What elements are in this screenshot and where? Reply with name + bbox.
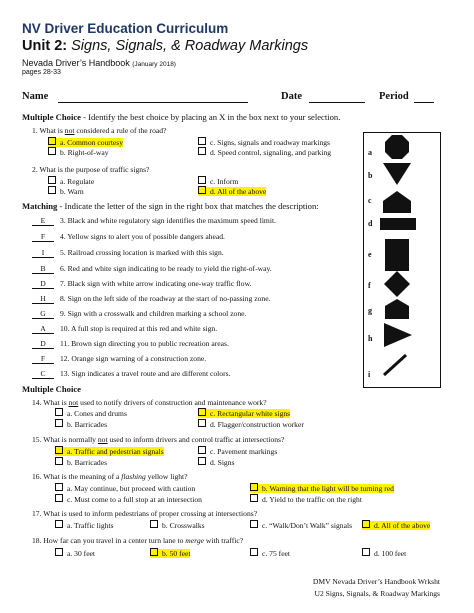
q18-option-c[interactable]: [250, 548, 290, 558]
q18-b-label: b. 50 feet: [162, 549, 191, 558]
q14-option-b[interactable]: [55, 419, 107, 429]
matching-heading: Matching: [22, 201, 58, 211]
question-16: [32, 472, 188, 481]
q2-option-c[interactable]: [198, 176, 238, 186]
q16-b-label: c. Must come to a full stop at an intersection: [67, 495, 202, 504]
date-label: Date: [281, 91, 302, 102]
checkbox[interactable]: [250, 494, 258, 502]
checkbox[interactable]: [198, 186, 206, 194]
q15-post: used to inform drivers and control traffic at intersections?: [107, 435, 285, 444]
q15-option-d[interactable]: [198, 457, 234, 467]
matching-answer[interactable]: F: [32, 232, 54, 242]
sign-label-h: h: [368, 334, 373, 343]
q14-b-label: b. Barricades: [67, 420, 108, 429]
q15-d-label: d. Signs: [210, 458, 235, 467]
matching-item: [32, 264, 272, 274]
q18-post: with traffic?: [204, 536, 244, 545]
matching-item: [32, 354, 206, 364]
checkbox[interactable]: [198, 408, 206, 416]
matching-text: 6. Red and white sign indicating to be ready to yield the right-of-way.: [60, 264, 272, 273]
q15-not: not: [97, 435, 108, 444]
matching-text: 3. Black and white regulatory sign identifies the maximum speed limit.: [60, 216, 276, 225]
q18-em: merge: [185, 536, 204, 545]
vertical-rectangle-sign-icon: [385, 239, 409, 271]
question-17: 17. What is used to inform pedestrians of proper crossing at intersections?: [32, 509, 258, 518]
checkbox[interactable]: [55, 483, 63, 491]
question-14: [32, 398, 267, 407]
name-label: Name: [22, 91, 49, 102]
matching-item: [32, 324, 217, 334]
q16-post: yellow light?: [145, 472, 188, 481]
sign-label-d: d: [368, 219, 373, 228]
checkbox[interactable]: [55, 520, 63, 528]
mc2-heading-text: Multiple Choice: [22, 384, 81, 394]
checkbox[interactable]: [198, 176, 206, 184]
question-2: 2. What is the purpose of traffic signs?: [32, 165, 150, 174]
q14-a-label: a. Cones and drums: [67, 409, 127, 418]
unit-name: Signs, Signals, & Roadway Markings: [71, 38, 309, 54]
q14-option-a[interactable]: [55, 408, 127, 418]
name-field[interactable]: [58, 102, 248, 103]
q1-d-label: d. Speed control, signaling, and parking: [210, 148, 332, 157]
horizontal-rectangle-sign-icon: [380, 218, 416, 230]
footer-line-2: U2 Signs, Signals, & Roadway Markings: [314, 589, 440, 598]
matching-text: 9. Sign with a crosswalk and children marking a school zone.: [60, 309, 247, 318]
q16-em: flashing: [121, 472, 146, 481]
checkbox[interactable]: [362, 520, 370, 528]
q1-option-a[interactable]: [48, 137, 123, 147]
checkbox[interactable]: [198, 137, 206, 145]
mc1-heading: Multiple Choice: [22, 112, 81, 122]
q2-b-label: b. Warn: [60, 187, 84, 196]
matching-item: [32, 216, 276, 226]
q17-d-label: d. All of the above: [374, 521, 431, 530]
matching-instructions: [22, 201, 319, 211]
q18-option-d[interactable]: [362, 548, 406, 558]
matching-item: [32, 248, 224, 258]
checkbox[interactable]: [55, 494, 63, 502]
q18-d-label: d. 100 feet: [374, 549, 407, 558]
q17-option-a[interactable]: [55, 520, 113, 530]
matching-answer[interactable]: G: [32, 309, 54, 319]
q15-c-label: c. Pavement markings: [210, 447, 278, 456]
mc2-heading: [22, 384, 81, 394]
q1-c-label: c. Signs, signals and roadway markings: [210, 138, 331, 147]
checkbox[interactable]: [250, 548, 258, 556]
checkbox[interactable]: [198, 457, 206, 465]
handbook-name: Nevada Driver’s Handbook: [22, 58, 130, 68]
checkbox[interactable]: [150, 520, 158, 528]
checkbox[interactable]: [250, 483, 258, 491]
q14-option-d[interactable]: [198, 419, 304, 429]
question-1: [32, 126, 166, 135]
matching-item: [32, 232, 225, 242]
q1-b-label: b. Right-of-way: [60, 148, 109, 157]
q15-option-a[interactable]: [55, 446, 164, 456]
q17-c-label: c. “Walk/Don’t Walk” signals: [262, 521, 353, 530]
q16-a-label: a. May continue, but proceed with caution: [67, 484, 196, 493]
q17-a-label: a. Traffic lights: [67, 521, 114, 530]
curriculum-title: NV Driver Education Curriculum: [22, 21, 229, 36]
matching-answer[interactable]: F: [32, 354, 54, 364]
q16-pre: 16. What is the meaning of a: [32, 472, 122, 481]
checkbox[interactable]: [362, 548, 370, 556]
handbook-date: (January 2018): [132, 61, 176, 68]
matching-answer[interactable]: E: [32, 216, 54, 226]
unit-prefix: Unit 2:: [22, 38, 68, 54]
matching-answer[interactable]: C: [32, 369, 54, 379]
checkbox[interactable]: [198, 147, 206, 155]
q17-option-b[interactable]: [150, 520, 205, 530]
sign-label-i: i: [368, 370, 371, 379]
q18-option-b[interactable]: [150, 548, 190, 558]
q2-option-a[interactable]: [48, 176, 94, 186]
unit-title: [22, 38, 308, 54]
octagon-sign-icon: [385, 135, 409, 159]
q2-c-label: c. Inform: [210, 177, 239, 186]
q16-option-d[interactable]: [250, 494, 362, 504]
matching-answer[interactable]: D: [32, 339, 54, 349]
q16-c-label: b. Warning that the light will be turning red: [262, 484, 394, 493]
matching-text: 5. Railroad crossing location is marked with this sign.: [60, 248, 224, 257]
checkbox[interactable]: [55, 446, 63, 454]
q17-option-c[interactable]: [250, 520, 352, 530]
checkbox[interactable]: [55, 419, 63, 427]
q1-option-d[interactable]: [198, 147, 331, 157]
matching-text: 11. Brown sign directing you to public recreation areas.: [60, 339, 229, 348]
checkbox[interactable]: [48, 186, 56, 194]
checkbox[interactable]: [55, 548, 63, 556]
period-label: Period: [379, 91, 409, 102]
sign-label-f: f: [368, 281, 371, 290]
q18-a-label: a. 30 feet: [67, 549, 96, 558]
checkbox[interactable]: [55, 408, 63, 416]
q15-a-label: a. Traffic and pedestrian signals: [67, 447, 164, 456]
q1-pre: 1. What is: [32, 126, 65, 135]
q1-option-b[interactable]: [48, 147, 109, 157]
sign-shapes: [364, 133, 440, 387]
q18-c-label: c. 75 feet: [262, 549, 291, 558]
q15-b-label: b. Barricades: [67, 458, 108, 467]
matching-text: 10. A full stop is required at this red and white sign.: [60, 324, 218, 333]
checkbox[interactable]: [150, 548, 158, 556]
q16-option-b[interactable]: [55, 494, 202, 504]
sign-label-e: e: [368, 250, 372, 259]
matching-instruction-text: - Indicate the letter of the sign in the right box that matches the description:: [57, 201, 319, 211]
mc1-instructions: [22, 112, 340, 122]
checkbox[interactable]: [55, 457, 63, 465]
q14-d-label: d. Flagger/construction worker: [210, 420, 304, 429]
pennant-sign-icon: [384, 323, 412, 347]
q2-option-d[interactable]: [198, 186, 266, 196]
matching-text: 8. Sign on the left side of the roadway at the start of no-passing zone.: [60, 294, 271, 303]
matching-answer[interactable]: A: [32, 324, 54, 334]
question-18: [32, 536, 243, 545]
checkbox[interactable]: [198, 446, 206, 454]
sign-label-c: c: [368, 196, 372, 205]
diamond-sign-icon: [384, 271, 410, 297]
q15-option-c[interactable]: [198, 446, 277, 456]
q16-d-label: d. Yield to the traffic on the right: [262, 495, 362, 504]
matching-text: 12. Orange sign warning of a construction zone.: [60, 354, 207, 363]
question-15: [32, 435, 284, 444]
footer-line-1: DMV Nevada Driver’s Handbook Wrksht: [312, 577, 440, 586]
checkbox[interactable]: [48, 176, 56, 184]
sign-label-g: g: [368, 306, 372, 315]
handbook-line: [22, 58, 176, 68]
period-field[interactable]: [414, 102, 434, 103]
matching-text: 7. Black sign with white arrow indicating one-way traffic flow.: [60, 279, 252, 288]
pages-range: pages 28-33: [22, 69, 61, 76]
checkbox[interactable]: [48, 147, 56, 155]
checkbox[interactable]: [48, 137, 56, 145]
q18-pre: 18. How far can you travel in a center turn lane to: [32, 536, 186, 545]
q2-a-label: a. Regulate: [60, 177, 95, 186]
q14-pre: 14. What is: [32, 398, 69, 407]
railroad-crossbuck-icon: [384, 355, 406, 375]
checkbox[interactable]: [198, 419, 206, 427]
q15-option-b[interactable]: [55, 457, 107, 467]
q14-c-label: c. Rectangular white signs: [210, 409, 291, 418]
matching-item: [32, 279, 251, 289]
q14-option-c[interactable]: [198, 408, 290, 418]
pentagon-sign-icon: [383, 191, 411, 213]
yield-triangle-icon: [383, 163, 411, 185]
matching-item: [32, 339, 229, 349]
q2-option-b[interactable]: [48, 186, 84, 196]
matching-item: [32, 309, 246, 319]
matching-answer[interactable]: I: [32, 248, 54, 258]
mc1-instruction-text: - Identify the best choice by placing an X in the box next to your selection.: [80, 112, 341, 122]
q18-option-a[interactable]: [55, 548, 95, 558]
sign-label-b: b: [368, 171, 373, 180]
date-field[interactable]: [309, 102, 365, 103]
sign-panel: [363, 132, 441, 388]
matching-answer[interactable]: H: [32, 294, 54, 304]
sign-label-a: a: [368, 148, 372, 157]
matching-answer[interactable]: B: [32, 264, 54, 274]
q1-option-c[interactable]: [198, 137, 330, 147]
matching-text: 4. Yellow signs to alert you of possible dangers ahead.: [60, 232, 225, 241]
q14-not: not: [68, 398, 79, 407]
matching-answer[interactable]: D: [32, 279, 54, 289]
matching-item: [32, 369, 230, 379]
q2-d-label: d. All of the above: [210, 187, 267, 196]
school-pentagon-sign-icon: [385, 299, 409, 319]
checkbox[interactable]: [250, 520, 258, 528]
q1-post: considered a rule of the road?: [74, 126, 167, 135]
q17-option-d[interactable]: [362, 520, 430, 530]
q14-post: used to notify drivers of construction and maintenance work?: [78, 398, 267, 407]
q1-not: not: [64, 126, 75, 135]
matching-item: [32, 294, 270, 304]
q1-a-label: a. Common courtesy: [60, 138, 124, 147]
q17-b-label: b. Crosswalks: [162, 521, 205, 530]
q16-option-c[interactable]: [250, 483, 394, 493]
q16-option-a[interactable]: [55, 483, 195, 493]
matching-text: 13. Sign indicates a travel route and are different colors.: [60, 369, 231, 378]
q15-pre: 15. What is normally: [32, 435, 98, 444]
